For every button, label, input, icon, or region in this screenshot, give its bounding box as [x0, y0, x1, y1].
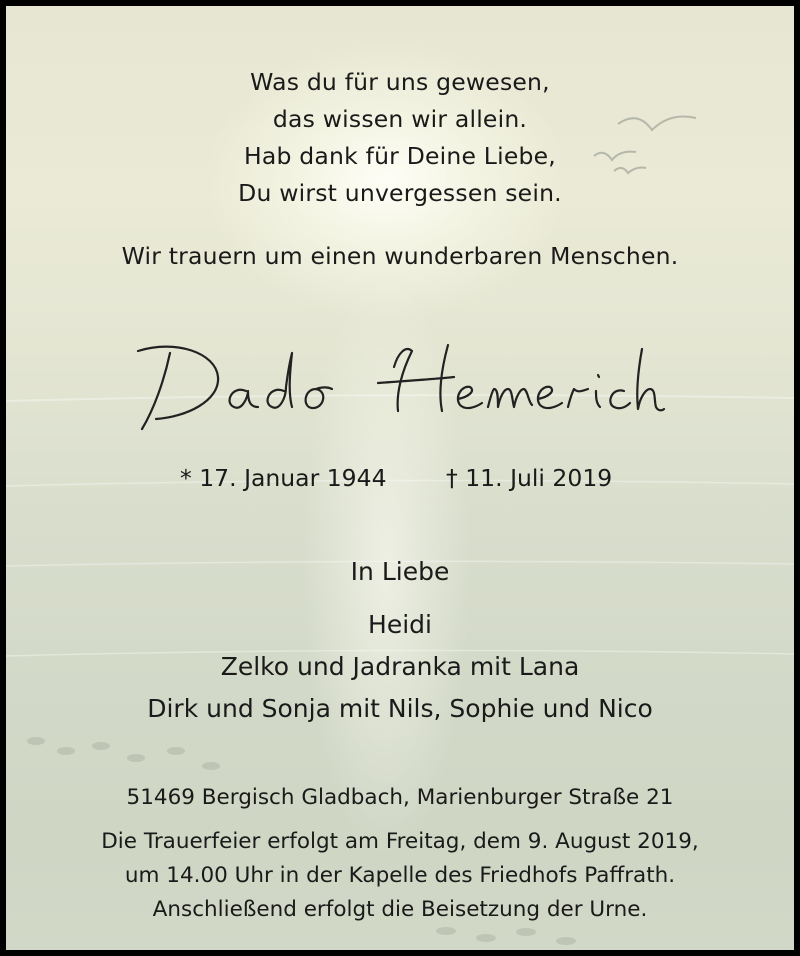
- funeral-service-info: [6, 825, 794, 927]
- memorial-poem: [6, 64, 794, 212]
- birth-date: * 17. Januar 1944: [180, 464, 387, 492]
- mourner-entry: Heidi: [368, 610, 432, 639]
- poem-line: Du wirst unvergessen sein.: [238, 179, 562, 207]
- family-address: 51469 Bergisch Gladbach, Marienburger Straße 21: [126, 785, 674, 810]
- poem-line: Hab dank für Deine Liebe,: [244, 142, 556, 170]
- poem-line: Was du für uns gewesen,: [250, 68, 550, 96]
- mourner-entry: Zelko und Jadranka mit Lana: [220, 652, 580, 681]
- service-line: Anschließend erfolgt die Beisetzung der Urne.: [152, 897, 648, 922]
- life-dates: [6, 464, 794, 496]
- poem-line: das wissen wir allein.: [272, 105, 528, 133]
- mourner-entry: Dirk und Sonja mit Nils, Sophie und Nico: [147, 694, 653, 723]
- mourning-tagline: Wir trauern um einen wunderbaren Menschen.: [121, 242, 679, 270]
- death-date: † 11. Juli 2019: [446, 464, 613, 492]
- deceased-name-signature: [136, 331, 666, 441]
- mourners-list: [6, 554, 794, 730]
- service-line: Die Trauerfeier erfolgt am Freitag, dem 9. August 2019,: [101, 829, 699, 854]
- mourners-intro: In Liebe: [350, 557, 450, 586]
- service-line: um 14.00 Uhr in der Kapelle des Friedhofs Paffrath.: [124, 863, 676, 888]
